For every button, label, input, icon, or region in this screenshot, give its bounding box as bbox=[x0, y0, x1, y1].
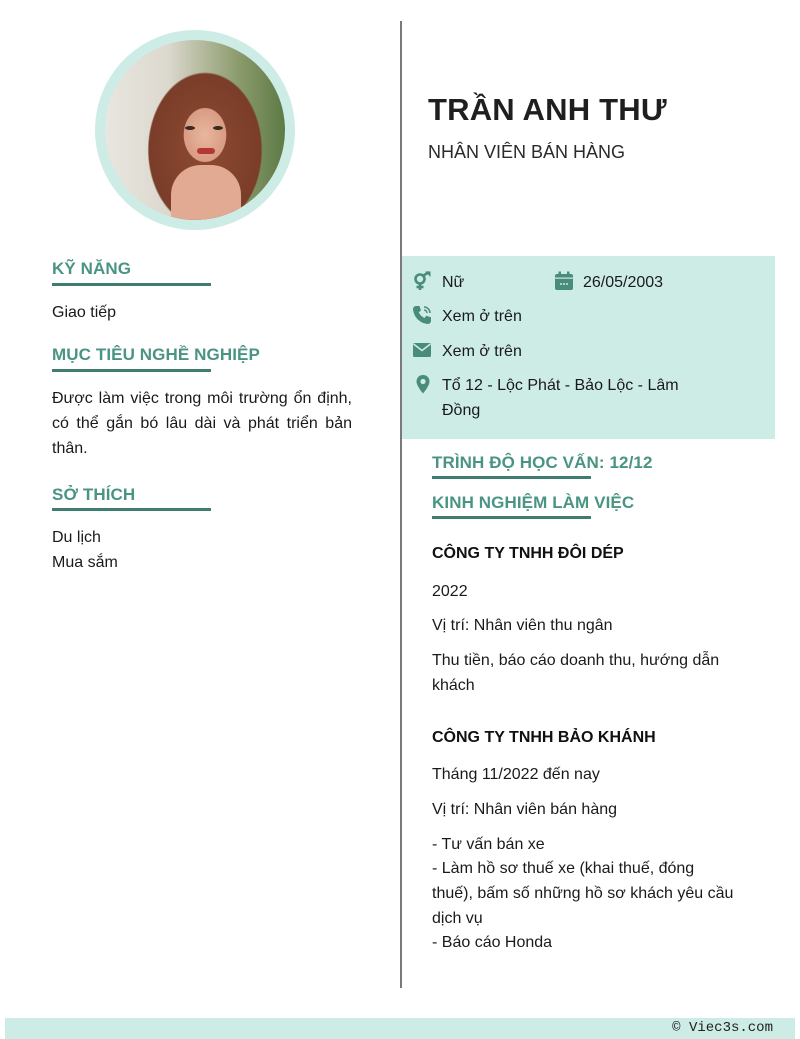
footer-copyright[interactable]: © Viec3s.com bbox=[672, 1020, 773, 1036]
avatar-lips bbox=[197, 148, 215, 154]
job-company: CÔNG TY TNHH ĐÔI DÉP bbox=[432, 545, 624, 562]
job-company: CÔNG TY TNHH BẢO KHÁNH bbox=[432, 729, 656, 746]
gender-icon bbox=[412, 271, 432, 291]
phone-value: Xem ở trên bbox=[442, 308, 522, 325]
location-pin-icon bbox=[413, 374, 433, 394]
avatar-neck bbox=[171, 165, 241, 220]
objective-heading: MỤC TIÊU NGHỀ NGHIỆP bbox=[52, 345, 260, 364]
avatar bbox=[105, 40, 285, 220]
objective-text: Được làm việc trong môi trường ổn định, có thể gắn bó lâu dài và phát triển bản thân. bbox=[52, 390, 352, 457]
hobbies-underline bbox=[52, 508, 211, 511]
skill-item: Giao tiếp bbox=[52, 304, 117, 321]
address-line-2: Đồng bbox=[442, 402, 481, 419]
hobby-item: Mua sắm bbox=[52, 554, 118, 571]
hobbies-heading: SỞ THÍCH bbox=[52, 485, 136, 504]
avatar-eye bbox=[213, 126, 223, 130]
job-period: 2022 bbox=[432, 583, 468, 600]
birthday-value: 26/05/2003 bbox=[583, 274, 664, 291]
job-position: Vị trí: Nhân viên thu ngân bbox=[432, 617, 613, 634]
experience-heading: KINH NGHIỆM LÀM VIỆC bbox=[432, 493, 635, 512]
education-heading: TRÌNH ĐỘ HỌC VẤN: 12/12 bbox=[432, 453, 653, 472]
column-divider bbox=[400, 21, 402, 988]
skills-underline bbox=[52, 283, 211, 286]
job-description-line: khách bbox=[432, 677, 475, 694]
candidate-name: TRẦN ANH THƯ bbox=[428, 92, 667, 127]
candidate-job-title: NHÂN VIÊN BÁN HÀNG bbox=[428, 142, 626, 162]
calendar-icon bbox=[554, 271, 574, 291]
job-description-line: - Làm hồ sơ thuế xe (khai thuế, đóng bbox=[432, 860, 695, 877]
phone-icon bbox=[412, 305, 432, 325]
job-description-line: dịch vụ bbox=[432, 910, 483, 927]
skills-heading: KỸ NĂNG bbox=[52, 259, 132, 278]
avatar-frame bbox=[95, 30, 295, 230]
avatar-eye bbox=[185, 126, 195, 130]
job-period: Tháng 11/2022 đến nay bbox=[432, 766, 600, 783]
objective-underline bbox=[52, 369, 211, 372]
email-value: Xem ở trên bbox=[442, 343, 522, 360]
email-icon bbox=[412, 340, 432, 360]
gender-value: Nữ bbox=[442, 274, 465, 291]
job-description-line: Thu tiền, báo cáo doanh thu, hướng dẫn bbox=[432, 652, 720, 669]
address-line-1: Tổ 12 - Lộc Phát - Bảo Lộc - Lâm bbox=[442, 377, 679, 394]
education-underline bbox=[432, 476, 591, 479]
footer-bar bbox=[5, 1018, 795, 1039]
job-description-line: thuế), bấm số những hồ sơ khách yêu cầu bbox=[432, 885, 734, 902]
job-position: Vị trí: Nhân viên bán hàng bbox=[432, 801, 618, 818]
experience-underline bbox=[432, 516, 591, 519]
hobby-item: Du lịch bbox=[52, 529, 101, 546]
job-description-line: - Báo cáo Honda bbox=[432, 934, 553, 951]
job-description-line: - Tư vấn bán xe bbox=[432, 836, 545, 853]
